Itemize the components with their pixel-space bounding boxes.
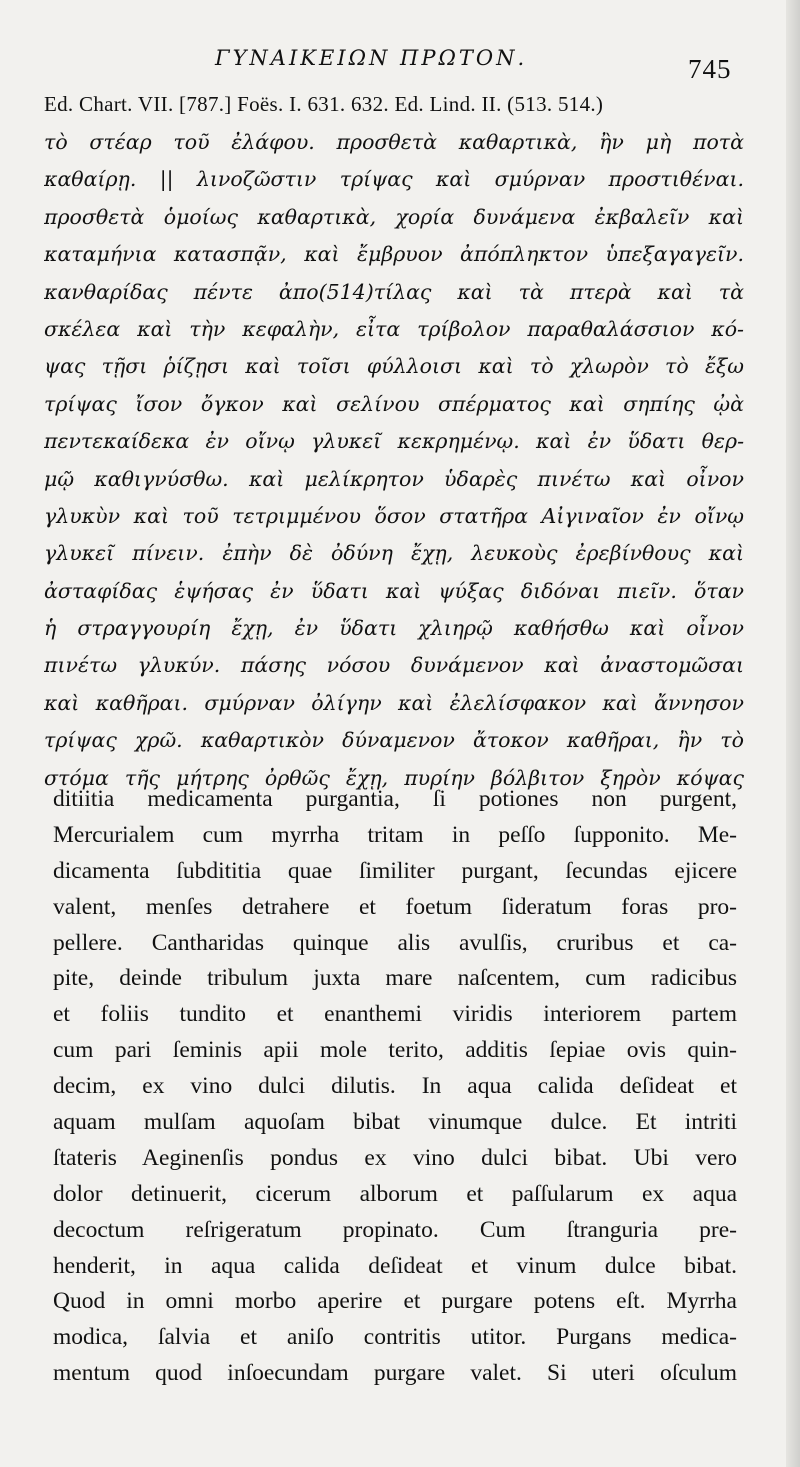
- latin-line: ditiitia medicamenta purgantia, ſi potiones non purgent,: [53, 786, 737, 812]
- running-head: [0, 38, 800, 84]
- latin-line: cum pari ſeminis apii mole terito, additis ſepiae ovis quin-: [53, 1037, 737, 1064]
- greek-line: καταμήνια κατασπᾷν, καὶ ἔμβρυον ἀπόπληκτον ὑπεξαγαγεῖν.: [44, 242, 744, 267]
- greek-line: τὸ στέαρ τοῦ ἐλάφου. προσθετὰ καθαρτικὰ, ἢν μὴ ποτὰ: [44, 130, 744, 154]
- latin-line: modica, ſalvia et aniſo contritis utitor. Purgans medica-: [53, 1324, 737, 1351]
- greek-line: ἀσταφίδας ἑψήσας ἐν ὕδατι καὶ ψύξας διδόναι πιεῖν. ὅταν: [44, 578, 744, 603]
- latin-line: ſtateris Aeginenſis pondus ex vino dulci bibat. Ubi vero: [53, 1144, 737, 1171]
- latin-line: dicamenta ſubdititia quae ſimiliter purgant, ſecundas ejicere: [53, 857, 737, 884]
- greek-line: τρίψας χρῶ. καθαρτικὸν δύναμενον ἄτοκον καθῆραι, ἢν τὸ: [44, 728, 744, 753]
- latin-line: Quod in omni morbo aperire et purgare potens eſt. Myrrha: [53, 1288, 737, 1315]
- greek-line: καὶ καθῆραι. σμύρναν ὀλίγην καὶ ἐλελίσφακον καὶ ἄννησον: [44, 690, 744, 715]
- greek-line: προσθετὰ ὁμοίως καθαρτικὰ, χορία δυνάμενα ἐκβαλεῖν καὶ: [44, 204, 744, 229]
- latin-line: dolor detinuerit, cicerum alborum et paſſularum ex aqua: [53, 1180, 737, 1207]
- greek-line: πινέτω γλυκύν. πάσης νόσου δυνάμενον καὶ ἀναστομῶσαι: [44, 653, 744, 678]
- latin-line: henderit, in aqua calida deſideat et vinum dulce bibat.: [53, 1252, 737, 1279]
- edition-reference-line: Ed. Chart. VII. [787.] Foës. I. 631. 632. Ed. Lind. II. (513. 514.): [44, 92, 604, 116]
- latin-line: pellere. Cantharidas quinque alis avulſis, cruribus et ca-: [53, 929, 737, 956]
- latin-text-block: [53, 782, 737, 1392]
- greek-line: σκέλεα καὶ τὴν κεφαλὴν, εἶτα τρίβολον παραθαλάσσιον κό-: [44, 316, 744, 341]
- greek-line: ἡ στραγγουρίη ἔχῃ, ἐν ὕδατι χλιηρῷ καθήσθω καὶ οἶνον: [44, 616, 744, 641]
- latin-line: mentum quod inſoecundam purgare valet. Si uteri oſculum: [53, 1360, 737, 1387]
- greek-line: τρίψας ἴσον ὄγκον καὶ σελίνου σπέρματος καὶ σηπίης ᾠὰ: [44, 391, 744, 416]
- page-edge-shadow: [786, 0, 800, 1467]
- latin-line: decoctum reſrigeratum propinato. Cum ſtranguria pre-: [53, 1216, 737, 1243]
- greek-line: πεντεκαίδεκα ἐν οἴνῳ γλυκεῖ κεκρημένῳ. καὶ ἐν ὕδατι θερ-: [44, 429, 744, 454]
- greek-line: γλυκεῖ πίνειν. ἐπὴν δὲ ὀδύνη ἔχῃ, λευκοὺς ἐρεβίνθους καὶ: [44, 541, 744, 566]
- latin-line: decim, ex vino dulci dilutis. In aqua calida deſideat et: [53, 1073, 737, 1100]
- latin-line: Mercurialem cum myrrha tritam in peſſo ſupponito. Me-: [53, 821, 737, 848]
- running-title: ΓΥΝΑΙΚΕΙΩΝ ΠΡΩΤΟΝ.: [215, 46, 528, 70]
- page-number: 745: [688, 54, 732, 84]
- latin-line: et foliis tundito et enanthemi viridis interiorem partem: [53, 1001, 737, 1028]
- greek-line: γλυκὺν καὶ τοῦ τετριμμένου ὅσον στατῆρα Αἰγιναῖον ἐν οἴνῳ: [44, 503, 744, 528]
- greek-text-block: [44, 124, 744, 797]
- greek-line: στόμα τῆς μήτρης ὀρθῶς ἔχῃ, πυρίην βόλβιτον ξηρὸν κόψας: [44, 765, 744, 790]
- greek-line: καθαίρῃ. || λινοζῶστιν τρίψας καὶ σμύρναν προστιθέναι.: [44, 167, 744, 192]
- greek-line: ψας τῇσι ῥίζῃσι καὶ τοῖσι φύλλοισι καὶ τὸ χλωρὸν τὸ ἔξω: [44, 354, 744, 379]
- greek-line: μῷ καθιγνύσθω. καὶ μελίκρητον ὑδαρὲς πινέτω καὶ οἶνον: [44, 466, 744, 491]
- latin-line: valent, menſes detrahere et foetum ſideratum foras pro-: [53, 893, 737, 920]
- latin-line: pite, deinde tribulum juxta mare naſcentem, cum radicibus: [53, 965, 737, 992]
- latin-line: aquam mulſam aquoſam bibat vinumque dulce. Et intriti: [53, 1109, 737, 1136]
- greek-line: κανθαρίδας πέντε ἀπο(514)τίλας καὶ τὰ πτερὰ καὶ τὰ: [44, 279, 744, 304]
